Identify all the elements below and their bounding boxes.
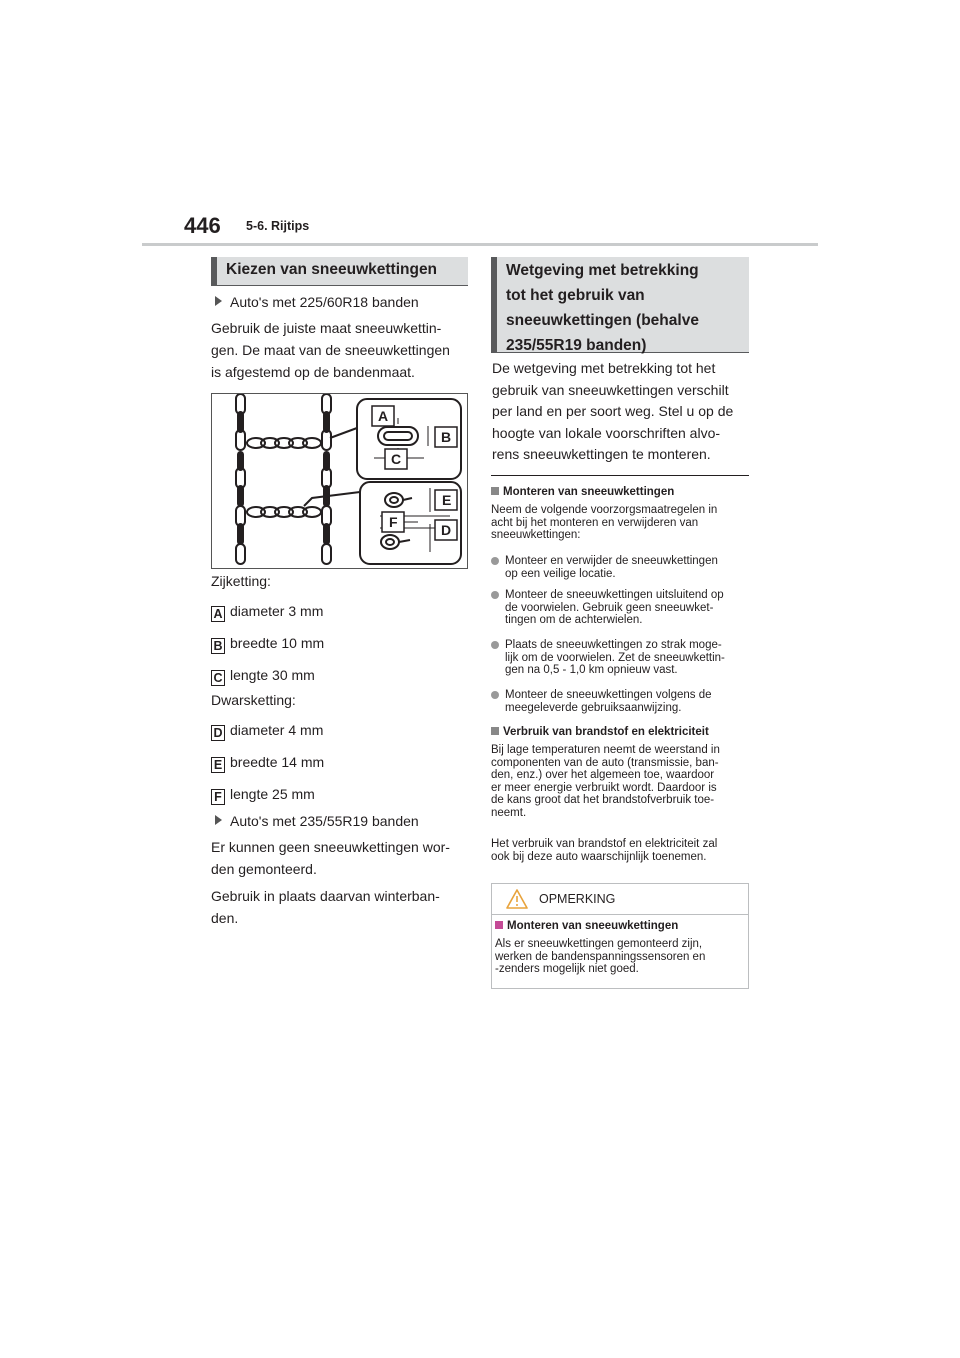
text-line: Monteer de sneeuwkettingen volgens de <box>505 689 712 701</box>
para-legislation <box>492 358 733 466</box>
round-bullet-icon <box>491 557 499 565</box>
text-line: lijk om de voorwielen. Zet de sneeuwkettin- <box>505 651 725 664</box>
spec-f <box>211 783 315 805</box>
spec-c-text: lengte 30 mm <box>230 667 315 683</box>
label-a: A <box>211 606 225 622</box>
note-text <box>495 938 705 976</box>
text-line: ook bij deze auto waarschijnlijk toenemen. <box>491 850 707 863</box>
warning-triangle-icon <box>505 888 529 915</box>
text-line: hoogte van lokale voorschriften alvo- <box>492 424 721 441</box>
note-header-divider <box>491 914 749 915</box>
heading-line: Wetgeving met betrekking <box>506 262 699 279</box>
spec-b-text: breedte 10 mm <box>230 635 325 651</box>
para-consumption <box>491 744 720 819</box>
spec-c <box>211 664 315 686</box>
heading-line: 235/55R19 banden) <box>506 337 647 354</box>
item-235-text: Auto's met 235/55R19 banden <box>230 813 419 829</box>
side-chain-title: Zijketting: <box>211 573 271 589</box>
svg-text:A: A <box>378 408 389 424</box>
round-bullet-icon <box>491 591 499 599</box>
text-line: -zenders mogelijk niet goed. <box>495 963 639 975</box>
heading-snow-chains-text: Kiezen van sneeuwkettingen <box>226 261 438 278</box>
spec-e <box>211 751 324 773</box>
item-225-60r18 <box>215 291 419 313</box>
triangle-bullet-icon <box>215 815 222 825</box>
label-f: F <box>211 789 225 805</box>
text-line: per land en per soort weg. Stel u op de <box>492 403 734 419</box>
note-subheading <box>495 920 678 933</box>
para-winter-tyres <box>211 885 440 929</box>
bullet-item <box>491 639 753 677</box>
heading-legislation <box>491 257 749 353</box>
heading-line: sneeuwkettingen (behalve <box>506 312 699 329</box>
spec-d <box>211 719 323 741</box>
text-line: er meer energie verbruikt wordt. Daardoor is <box>491 781 717 794</box>
bullet-item <box>491 555 751 580</box>
text-line: gebruik van sneeuwkettingen verschilt <box>492 381 729 398</box>
round-bullet-icon <box>491 641 499 649</box>
vertical-chain-left <box>236 394 245 564</box>
svg-text:E: E <box>442 492 452 508</box>
label-d: D <box>211 725 225 741</box>
text-line: werken de bandenspanningssensoren en <box>495 950 706 963</box>
snow-chain-figure <box>211 393 468 569</box>
spec-a <box>211 600 323 622</box>
text-line: Monteer en verwijder de sneeuwkettingen <box>505 555 718 567</box>
para-precautions <box>491 504 717 542</box>
note-subheading-text: Monteren van sneeuwkettingen <box>507 920 679 932</box>
square-bullet-icon <box>491 727 499 735</box>
triangle-bullet-icon <box>215 296 222 306</box>
text-line: de voorwielen. Gebruik geen sneeuwket- <box>505 601 714 614</box>
text-line: Bij lage temperaturen neemt de weerstand in <box>491 744 720 756</box>
header-rule <box>142 243 818 246</box>
text-line: Plaats de sneeuwkettingen zo strak moge- <box>505 639 722 651</box>
text-line: Het verbruik van brandstof en elektriciteit zal <box>491 838 718 850</box>
text-line: sneeuwkettingen: <box>491 529 581 541</box>
svg-text:D: D <box>441 522 452 538</box>
text-line: is afgestemd op de bandenmaat. <box>211 364 415 380</box>
svg-text:B: B <box>441 429 452 445</box>
heading-snow-chains <box>211 257 468 286</box>
vertical-chain-right <box>322 394 331 564</box>
heading-line: tot het gebruik van <box>506 287 645 304</box>
text-line: meegeleverde gebruiksaanwijzing. <box>505 701 682 714</box>
subheading-mounting <box>491 486 674 499</box>
horizontal-chain-bottom <box>247 507 321 517</box>
text-line: Gebruik in plaats daarvan winterban- <box>211 888 440 904</box>
svg-text:C: C <box>391 451 402 467</box>
section-title: 5-6. Rijtips <box>246 219 310 233</box>
text-line: de kans groot dat het brandstofverbruik toe- <box>491 794 715 806</box>
spec-e-text: breedte 14 mm <box>230 754 325 770</box>
subheading-mounting-text: Monteren van sneeuwkettingen <box>503 486 675 498</box>
page-number: 446 <box>184 213 221 238</box>
text-line: Gebruik de juiste maat sneeuwkettin- <box>211 320 442 336</box>
bullet-item <box>491 689 751 714</box>
subheading-consumption <box>491 726 709 739</box>
subheading-consumption-text: Verbruik van brandstof en elektriciteit <box>503 726 709 738</box>
text-line: den, enz.) over het algemeen toe, waardoor <box>491 769 715 781</box>
text-line: acht bij het monteren en verwijderen van <box>491 516 699 529</box>
item-225-text: Auto's met 225/60R18 banden <box>230 294 419 310</box>
spec-a-text: diameter 3 mm <box>230 603 324 619</box>
square-bullet-icon <box>491 487 499 495</box>
spec-f-text: lengte 25 mm <box>230 786 315 802</box>
para-no-chains <box>211 836 450 880</box>
label-c: C <box>211 670 225 686</box>
text-line: tingen om de achterwielen. <box>505 614 643 626</box>
text-line: gen. De maat van de sneeuwkettingen <box>211 342 450 358</box>
text-line: Monteer de sneeuwkettingen uitsluitend op <box>505 589 724 601</box>
para-consumption-2 <box>491 838 717 863</box>
text-line: neemt. <box>491 806 527 819</box>
snow-chain-illustration <box>212 394 467 568</box>
note-title: OPMERKING <box>539 892 616 906</box>
round-bullet-icon <box>491 691 499 699</box>
text-line: rens sneeuwkettingen te monteren. <box>492 446 711 462</box>
text-line: den gemonteerd. <box>211 861 317 877</box>
para-chain-size <box>211 317 450 383</box>
cross-chain-title: Dwarsketting: <box>211 692 296 708</box>
bullet-item <box>491 589 751 627</box>
section-divider <box>491 475 749 476</box>
square-bullet-icon <box>495 921 503 929</box>
text-line: den. <box>211 910 239 926</box>
horizontal-chain-top <box>247 438 321 448</box>
label-b: B <box>211 638 225 654</box>
item-235-55r19 <box>215 810 419 832</box>
text-line: Neem de volgende voorzorgsmaatregelen in <box>491 504 718 516</box>
text-line: Er kunnen geen sneeuwkettingen wor- <box>211 839 450 855</box>
text-line: componenten van de auto (transmissie, ban- <box>491 756 719 769</box>
text-line: gen na 0,5 - 1,0 km opnieuw vast. <box>505 664 678 676</box>
text-line: De wetgeving met betrekking tot het <box>492 360 716 376</box>
label-e: E <box>211 757 225 773</box>
text-line: op een veilige locatie. <box>505 567 616 580</box>
svg-text:F: F <box>389 514 398 530</box>
spec-d-text: diameter 4 mm <box>230 722 324 738</box>
text-line: Als er sneeuwkettingen gemonteerd zijn, <box>495 938 703 950</box>
spec-b <box>211 632 324 654</box>
